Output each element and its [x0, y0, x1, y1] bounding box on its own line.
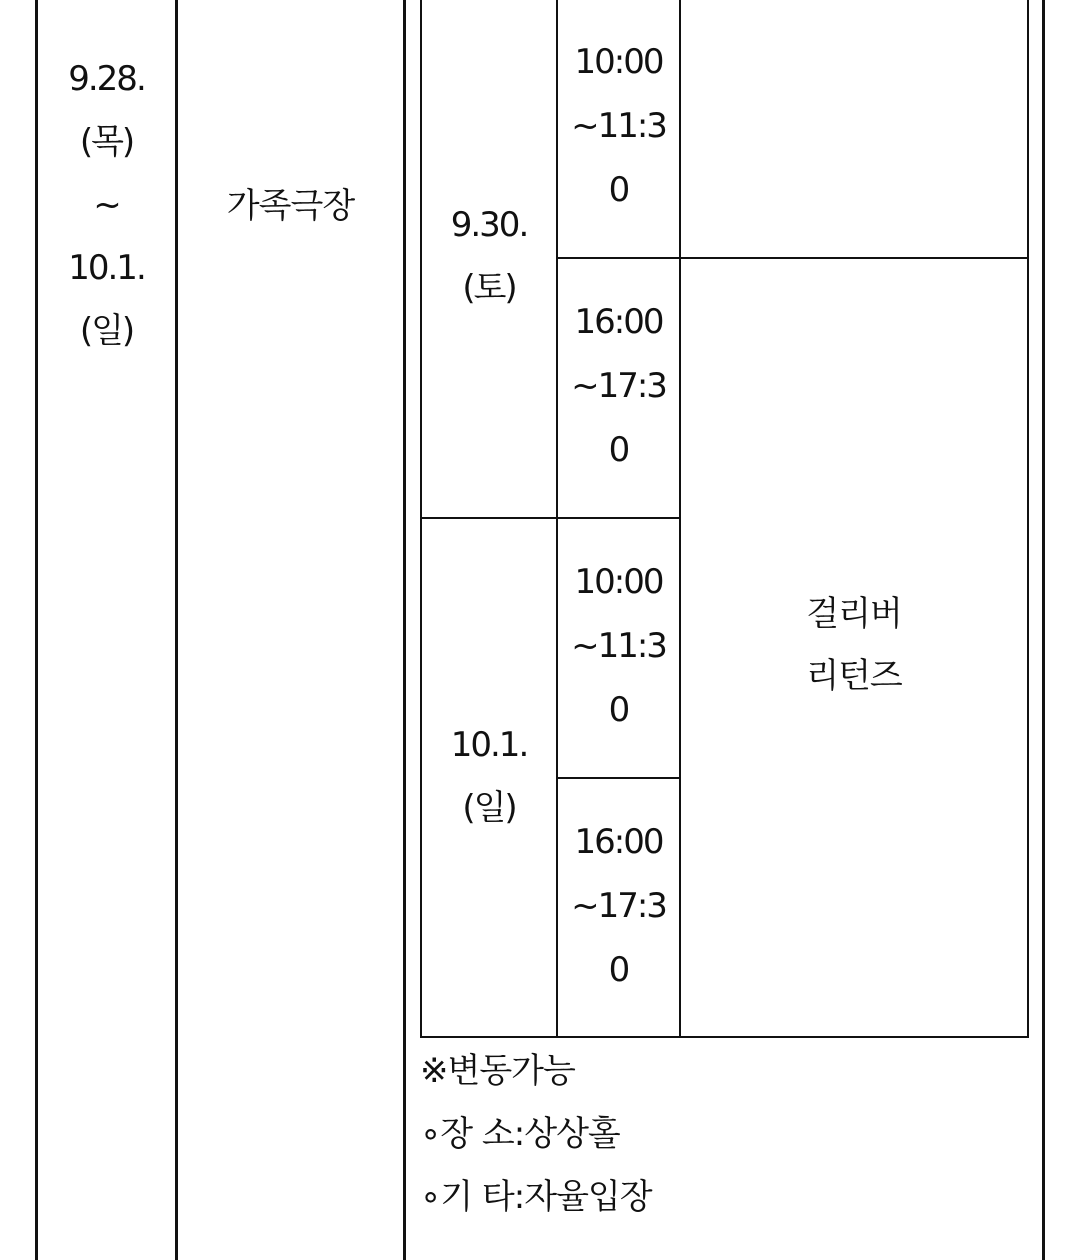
- program-cell: 걸리버 리턴즈: [806, 594, 902, 696]
- inner-table-left: [420, 0, 422, 1038]
- table-divider-venue: [403, 0, 406, 1260]
- inner-table-right: [1027, 0, 1029, 1038]
- note-place: ∘장 소:상상홀: [420, 1114, 620, 1154]
- note-etc: ∘기 타:자율입장: [420, 1177, 652, 1217]
- period-cell: 9.28. (목) ~ 10.1. (일): [68, 59, 145, 351]
- time-slot-cell: 10:00 ~11:3 0: [571, 42, 666, 210]
- inner-divider-time: [679, 0, 681, 1038]
- notes-block: [420, 1040, 652, 1229]
- inner-row-line-2: [420, 517, 681, 519]
- table-border-right: [1042, 0, 1045, 1260]
- inner-table-bottom: [420, 1036, 1029, 1038]
- inner-row-line-1: [556, 257, 1029, 259]
- time-slot-cell: 16:00 ~17:3 0: [571, 822, 666, 990]
- note-change: ※변동가능: [420, 1051, 575, 1091]
- day-date-cell: 9.30. (토): [450, 205, 528, 308]
- day-date-cell: 10.1. (일): [450, 725, 528, 828]
- venue-cell: 가족극장: [226, 186, 355, 226]
- time-slot-cell: 10:00 ~11:3 0: [571, 562, 666, 730]
- inner-row-line-3: [556, 777, 681, 779]
- time-slot-cell: 16:00 ~17:3 0: [571, 302, 666, 470]
